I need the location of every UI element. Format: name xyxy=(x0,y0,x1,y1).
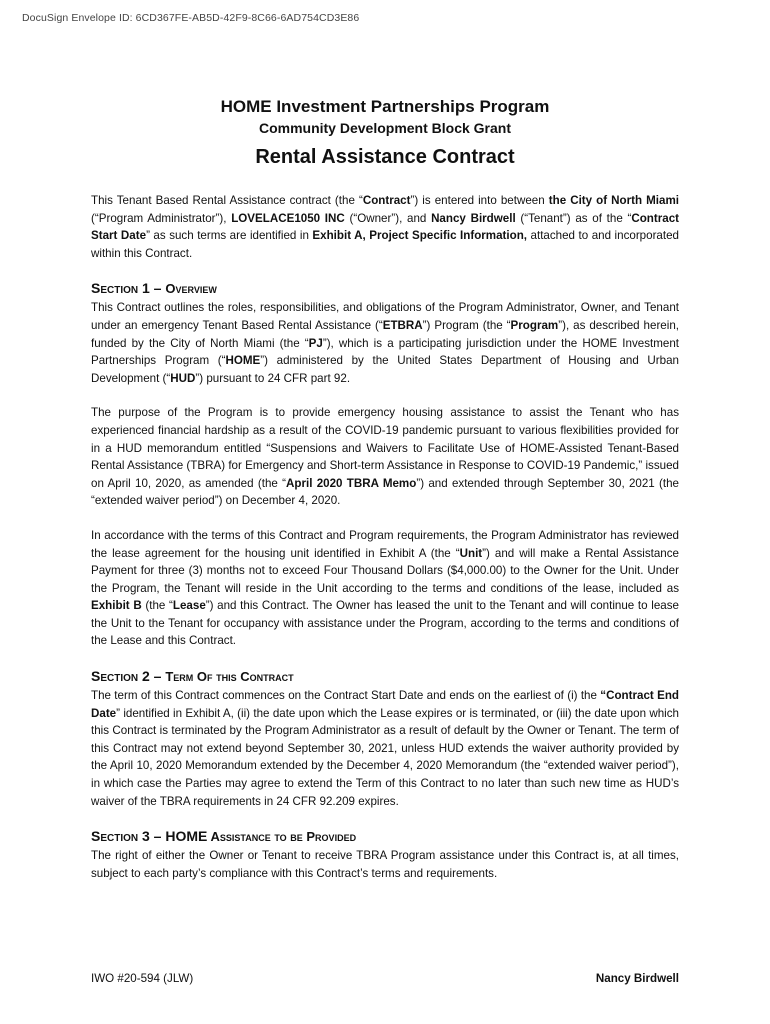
text: (“Tenant”) as of the “ xyxy=(515,211,632,225)
defined-term: HUD xyxy=(170,371,196,385)
section-1-paragraph-3 xyxy=(91,527,679,650)
defined-term: Lease xyxy=(172,599,206,613)
defined-term: Unit xyxy=(459,546,483,560)
section-title: Term Of this Contract xyxy=(165,669,294,685)
defined-term: PJ xyxy=(308,336,323,350)
section-1-paragraph-1 xyxy=(91,299,679,387)
text: This Tenant Based Rental Assistance contract (the “ xyxy=(91,194,363,207)
section-number: Section 2 – xyxy=(91,668,166,685)
text: The purpose of the Program is to provide emergency housing assistance to assist the Tenant who has experienced financial hardship as a result of the COVID-19 pandemic pursuant to various flexibilities provided for in a HUD memorandum entitled “Suspensions and Waivers to Facilitate Use of HOME-Assisted Tenant-Based Rental Assistance (TBRA) for Emergency and Short-term Assistance in Response to COVID-19 Pandemic,” issued on April 10, 2020, as amended (the “ xyxy=(91,406,679,490)
section-3-heading xyxy=(91,827,679,846)
owner-name: LOVELACE1050 INC xyxy=(231,211,345,225)
defined-term: Program xyxy=(510,318,559,332)
grant-subtitle: Community Development Block Grant xyxy=(258,120,512,136)
footer-tenant-name: Nancy Birdwell xyxy=(595,972,679,985)
tenant-name: Nancy Birdwell xyxy=(431,211,516,225)
defined-term: “Contract End Date xyxy=(91,689,679,720)
section-number: Section 3 – xyxy=(91,828,166,845)
text: ”) Program (the “ xyxy=(422,318,511,332)
section-number: Section 1 – xyxy=(91,280,166,297)
text: (“Program Administrator”), xyxy=(91,211,232,225)
text: ”) pursuant to 24 CFR part 92. xyxy=(195,371,351,385)
defined-term: April 2020 TBRA Memo xyxy=(286,476,417,490)
text: ” as such terms are identified in xyxy=(146,229,313,243)
text: ”) is entered into between xyxy=(410,194,549,207)
intro-paragraph xyxy=(91,192,679,262)
section-2-paragraph-1 xyxy=(91,687,679,810)
section-3-paragraph-1: The right of either the Owner or Tenant to receive TBRA Program assistance under this Contract is, at all times, subject to each party’s compliance with this Contract’s terms and requirements. xyxy=(91,849,679,880)
text: ” identified in Exhibit A, (ii) the date upon which the Lease expires or is terminated, or (iii) the date upon which this Contract is terminated by the Program Administrator as a result of default by the Owner or Tenant. The term of this Contract may not extend beyond September 30, 2021, unless HUD extends the waiver authority provided by the April 10, 2020 Memorandum extended by the December 4, 2020 Memorandum (the “extended waiver period”), in which case the Parties may agree to extend the Term of this Contract to no later than such new time as HUD’s waiver of the TBRA requirements in 24 CFR 92.209 expires. xyxy=(91,706,679,808)
defined-term: Contract Start Date xyxy=(91,211,680,243)
defined-term: Contract xyxy=(362,194,411,207)
defined-term: HOME xyxy=(225,354,261,368)
text: ”), which is a participating jurisdiction under the HOME Investment Partnerships Program (“ xyxy=(91,336,679,368)
contract-title: Rental Assistance Contract xyxy=(255,146,515,168)
program-title: HOME Investment Partnerships Program xyxy=(220,97,550,116)
section-title: Overview xyxy=(165,281,217,297)
text: This Contract outlines the roles, responsibilities, and obligations of the Program Administrator, Owner, and Tenant under an emergency Tenant Based Rental Assistance (“ xyxy=(91,301,679,332)
text: ”) and extended through September 30, 2021 (the “extended waiver period”) on December 4, 2020. xyxy=(91,476,679,508)
text: ”) and will make a Rental Assistance Payment for three (3) months not to exceed Four Thousand Dollars ($4,000.00) to the Owner for the Unit. Under the Program, the Tenant will reside in the Unit according to the terms and conditions of the lease, included as xyxy=(91,546,679,595)
text: ”) administered by the United States Department of Housing and Urban Development (“ xyxy=(91,354,679,385)
section-2-heading xyxy=(91,667,679,686)
text: ”) and this Contract. The Owner has leased the unit to the Tenant and will continue to lease the Unit to the Tenant for occupancy with assistance under the Program, according to the terms and conditions of the Lease and this Contract. xyxy=(91,599,679,648)
exhibit-reference: Exhibit B xyxy=(91,599,142,613)
footer-reference: IWO #20-594 (JLW) xyxy=(91,972,194,985)
docusign-envelope-id: DocuSign Envelope ID: 6CD367FE-AB5D-42F9-8C66-6AD754CD3E86 xyxy=(22,12,360,24)
text: ”), as described herein, funded by the City of North Miami (the “ xyxy=(91,318,680,350)
exhibit-reference: Exhibit A, Project Specific Information, xyxy=(312,229,528,243)
text: (“Owner”), and xyxy=(344,211,432,225)
section-1-paragraph-2 xyxy=(91,404,679,510)
section-1-heading xyxy=(91,279,679,298)
text: The term of this Contract commences on the Contract Start Date and ends on the earliest of (i) the xyxy=(91,689,601,703)
program-administrator-name: the City of North Miami xyxy=(548,194,679,207)
text: attached to and incorporated within this Contract. xyxy=(91,229,679,260)
document-body xyxy=(91,192,679,882)
text: In accordance with the terms of this Contract and Program requirements, the Program Administrator has reviewed the lease agreement for the housing unit identified in Exhibit A (the “ xyxy=(91,528,679,560)
text: (the “ xyxy=(141,599,173,613)
title-block xyxy=(0,96,770,170)
defined-term: ETBRA xyxy=(382,318,423,332)
section-title-home: HOME xyxy=(165,828,208,845)
section-title: Assistance to be Provided xyxy=(207,829,357,845)
